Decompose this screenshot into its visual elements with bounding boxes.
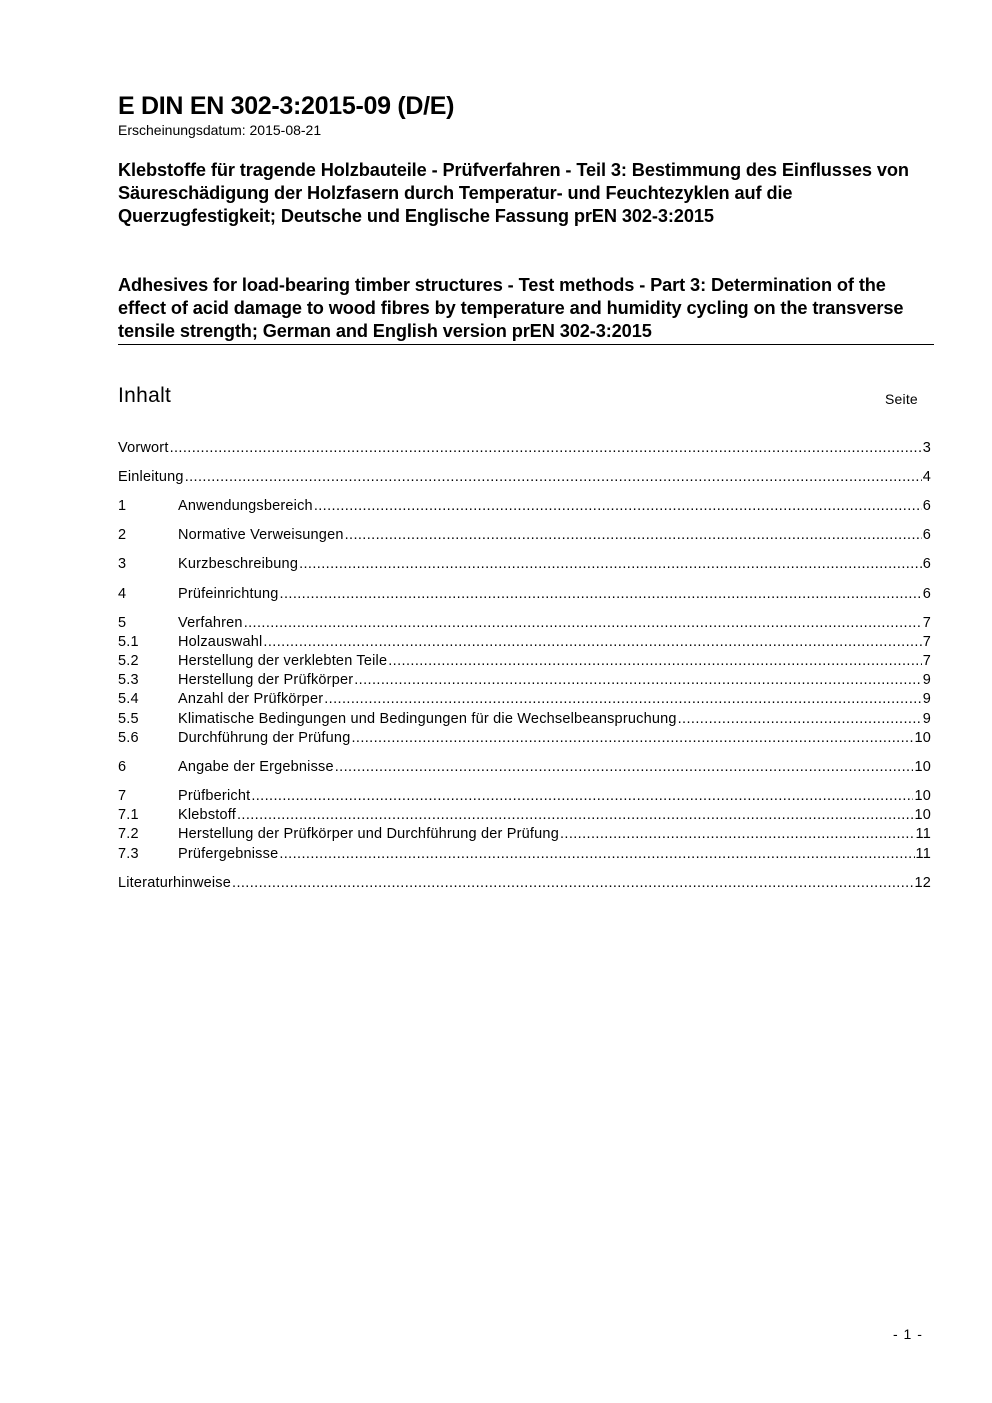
toc-entry[interactable] <box>118 826 931 845</box>
toc-dot-leader <box>279 846 914 862</box>
toc-entry-title: Herstellung der Prüfkörper und Durchführung der Prüfung <box>178 826 559 842</box>
toc-dot-leader <box>244 615 922 631</box>
toc-entry-page: 6 <box>922 586 931 602</box>
toc-dot-leader <box>232 875 913 891</box>
toc-entry[interactable] <box>118 615 931 634</box>
toc-entry-number: 2 <box>118 527 127 543</box>
toc-entry-page: 10 <box>914 730 931 746</box>
toc-entry[interactable] <box>118 556 931 575</box>
toc-entry-title: Prüfeinrichtung <box>178 586 279 602</box>
toc-entry-number: 6 <box>118 759 127 775</box>
toc-entry-page: 7 <box>922 634 931 650</box>
toc-entry[interactable] <box>118 875 931 894</box>
toc-entry-page: 7 <box>922 615 931 631</box>
toc-entry-page: 9 <box>922 711 931 727</box>
toc-entry[interactable] <box>118 672 931 691</box>
toc-entry[interactable] <box>118 634 931 653</box>
toc-entry[interactable] <box>118 653 931 672</box>
title-divider <box>118 344 934 345</box>
toc-entry-page: 6 <box>922 527 931 543</box>
toc-entry[interactable] <box>118 586 931 605</box>
toc-entry-number: 7.3 <box>118 846 139 862</box>
toc-entry-title: Normative Verweisungen <box>178 527 344 543</box>
toc-dot-leader <box>314 498 922 514</box>
toc-entry-title: Verfahren <box>178 615 243 631</box>
toc-dot-leader <box>324 691 921 707</box>
toc-dot-leader <box>237 807 914 823</box>
toc-dot-leader <box>560 826 915 842</box>
toc-entry-title: Holzauswahl <box>178 634 263 650</box>
toc-entry[interactable] <box>118 759 931 778</box>
toc-entry-title: Vorwort <box>118 440 169 456</box>
toc-entry-page: 6 <box>922 556 931 572</box>
toc-entry-number: 3 <box>118 556 127 572</box>
toc-entry-number: 5.4 <box>118 691 139 707</box>
page-number: - 1 - <box>893 1326 923 1342</box>
toc-entry[interactable] <box>118 498 931 517</box>
publication-date: Erscheinungsdatum: 2015-08-21 <box>118 122 322 138</box>
toc-entry-page: 12 <box>914 875 931 891</box>
toc-entry-title: Herstellung der Prüfkörper <box>178 672 354 688</box>
toc-entry[interactable] <box>118 730 931 749</box>
toc-entry-number: 5.5 <box>118 711 139 727</box>
toc-entry-page: 9 <box>922 672 931 688</box>
toc-entry[interactable] <box>118 691 931 710</box>
toc-entry[interactable] <box>118 440 931 459</box>
toc-dot-leader <box>263 634 921 650</box>
toc-entry-number: 5.3 <box>118 672 139 688</box>
toc-entry[interactable] <box>118 527 931 546</box>
toc-entry-page: 3 <box>922 440 931 456</box>
toc-dot-leader <box>251 788 913 804</box>
toc-entry-title: Einleitung <box>118 469 184 485</box>
toc-dot-leader <box>678 711 922 727</box>
toc-dot-leader <box>280 586 922 602</box>
title-english: Adhesives for load-bearing timber structures - Test methods - Part 3: Determination of the effect of acid damage to wood fibres by temperature and humidity cycling on the transverse tensile strength; German and English version prEN 302-3:2015 <box>118 275 904 341</box>
toc-dot-leader <box>351 730 913 746</box>
document-id: E DIN EN 302-3:2015-09 (D/E) <box>118 92 455 120</box>
toc-entry-title: Klimatische Bedingungen und Bedingungen für die Wechselbeanspruchung <box>178 711 677 727</box>
toc-heading: Inhalt <box>118 384 172 407</box>
toc-entry-number: 7.1 <box>118 807 139 823</box>
toc-entry-number: 5 <box>118 615 127 631</box>
toc-dot-leader <box>388 653 921 669</box>
toc-entry-number: 5.1 <box>118 634 139 650</box>
toc-entry-number: 5.2 <box>118 653 139 669</box>
toc-entry-title: Kurzbeschreibung <box>178 556 299 572</box>
toc-dot-leader <box>185 469 922 485</box>
toc-entry-number: 5.6 <box>118 730 139 746</box>
toc-dot-leader <box>299 556 922 572</box>
toc-entry-title: Anzahl der Prüfkörper <box>178 691 324 707</box>
toc-entry-title: Durchführung der Prüfung <box>178 730 351 746</box>
toc-dot-leader <box>170 440 922 456</box>
toc-entry-title: Prüfbericht <box>178 788 251 804</box>
toc-entry[interactable] <box>118 846 931 865</box>
toc-page-column-label: Seite <box>885 391 918 407</box>
title-german: Klebstoffe für tragende Holzbauteile - Prüfverfahren - Teil 3: Bestimmung des Einflusses von Säureschädigung der Holzfasern durch Temperatur- und Feuchtezyklen auf die Querzugfestigkeit; Deutsche und Englische Fassung prEN 302-3:2015 <box>118 160 909 226</box>
toc-dot-leader <box>335 759 914 775</box>
toc-entry[interactable] <box>118 788 931 807</box>
toc-entry-number: 7 <box>118 788 127 804</box>
toc-entry-page: 9 <box>922 691 931 707</box>
toc-entry[interactable] <box>118 711 931 730</box>
toc-entry-title: Angabe der Ergebnisse <box>178 759 334 775</box>
toc-entry-page: 10 <box>914 788 931 804</box>
toc-entry-title: Klebstoff <box>178 807 236 823</box>
toc-entry-page: 7 <box>922 653 931 669</box>
toc-entry[interactable] <box>118 807 931 826</box>
toc-entry-title: Literaturhinweise <box>118 875 232 891</box>
toc-entry-title: Prüfergebnisse <box>178 846 279 862</box>
toc-dot-leader <box>354 672 921 688</box>
toc-entry-page: 11 <box>915 846 931 862</box>
toc-entry-page: 10 <box>914 807 931 823</box>
toc-entry-number: 4 <box>118 586 127 602</box>
toc-entry-page: 6 <box>922 498 931 514</box>
toc-entry-title: Herstellung der verklebten Teile <box>178 653 388 669</box>
toc-entry-page: 10 <box>914 759 931 775</box>
toc-entry-number: 1 <box>118 498 127 514</box>
toc-entry-title: Anwendungsbereich <box>178 498 313 514</box>
toc-entry[interactable] <box>118 469 931 488</box>
toc-dot-leader <box>345 527 922 543</box>
toc-entry-page: 4 <box>922 469 931 485</box>
toc-entry-number: 7.2 <box>118 826 139 842</box>
toc-entry-page: 11 <box>915 826 931 842</box>
